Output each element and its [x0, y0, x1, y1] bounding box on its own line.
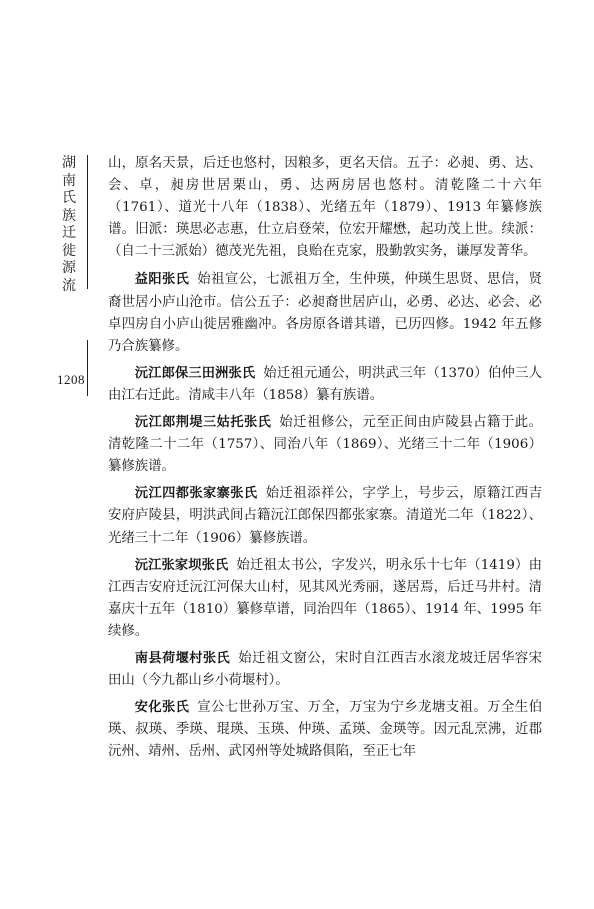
- entry-text: 始迁祖元通公，明洪武三年（1370）伯仲三人由江右迁此。清咸丰八年（1858）纂有族谱。: [108, 365, 543, 403]
- margin-rule-upper: [87, 155, 88, 289]
- running-head-title: 湖南氏族迁徙源流: [62, 155, 76, 294]
- entry-text: 始迁祖文窗公，宋时自江西吉水滚龙坡迁居华容宋田山（今九都山乡小荷堰村）。: [108, 650, 543, 689]
- entry-yuanjiang-zhangjiaba-zhang: [108, 555, 542, 643]
- entry-anhua-zhang: [108, 697, 542, 763]
- entry-text: 始祖宣公，七派祖万全，生仲瑛，仲瑛生思贤、思信，贤裔世居小庐山沧市。信公五子：必昶裔世居庐山，必勇、必达、必会、必卓四房自小庐山徙居雅幽冲。各房原各谱其谱，已历四修。1942 年五修乃合族纂修。: [108, 272, 543, 354]
- clan-heading: 沅江郎荆堤三姑托张氏: [134, 415, 272, 431]
- clan-heading: 南县荷堰村张氏: [134, 650, 231, 666]
- paragraph-continuation: [108, 153, 542, 263]
- clan-heading: 益阳张氏: [134, 272, 190, 288]
- clan-heading: 沅江郎保三田洲张氏: [134, 365, 256, 381]
- entry-yiyang-zhang: [108, 269, 542, 357]
- clan-heading: 沅江张家坝张氏: [134, 557, 229, 573]
- margin-rule-lower: [87, 340, 88, 396]
- paragraph-text: 山，原名天景，后迁也悠村，因粮多，更名天信。五子：必昶、勇、达、会、卓，昶房世居栗山，勇、达两房居也悠村。清乾隆二十六年（1761）、道光十八年（1838）、光绪五年（1879）、1913 年纂修族谱。旧派：瑛思必志惠，仕立启登荣，位宏开耀懋，起功茂上世。续派：（自二十三派始）德茂光先祖，良贻在克家，股勤敦实务，谦厚发菁华。: [108, 156, 542, 260]
- entry-text: 始迁祖太书公，字发兴，明永乐十七年（1419）由江西吉安府迁沅江河保大山村，见其风光秀丽，遂居焉，后迁马井村。清嘉庆十五年（1810）纂修草谱，同治四年（1865）、1914 年、1995 年续修。: [108, 557, 542, 639]
- entry-yuanjiang-santianzhou-zhang: [108, 363, 542, 407]
- entry-yuanjiang-zhangjiazhai-zhang: [108, 483, 542, 549]
- clan-heading: 安化张氏: [134, 700, 190, 716]
- entry-text: 始迁祖修公，元至正间由庐陵县占籍于此。清乾隆二十二年（1757）、同治八年（1869）、光绪三十二年（1906）纂修族谱。: [108, 415, 542, 475]
- clan-heading: 沅江四都张家寨张氏: [134, 486, 258, 502]
- page-number: 1208: [57, 372, 85, 387]
- entry-yuanjiang-sanguotuo-zhang: [108, 412, 542, 478]
- entry-nanxian-heyancun-zhang: [108, 648, 542, 692]
- body-text: [108, 153, 542, 763]
- entry-text: 宣公七世孙万宝、万全，万宝为宁乡龙塘支祖。万全生伯瑛、叔瑛、季瑛、琨瑛、玉瑛、仲瑛、孟瑛、金瑛等。因元乱烹沸，近郡沅州、靖州、岳州、武冈州等处城路俱陷，至正七年: [108, 700, 543, 760]
- entry-text: 始迁祖添祥公，字学上，号步云，原籍江西吉安府庐陵县，明洪武间占籍沅江郎保四都张家寨。清道光二年（1822）、光绪三十二年（1906）纂修族谱。: [108, 486, 543, 546]
